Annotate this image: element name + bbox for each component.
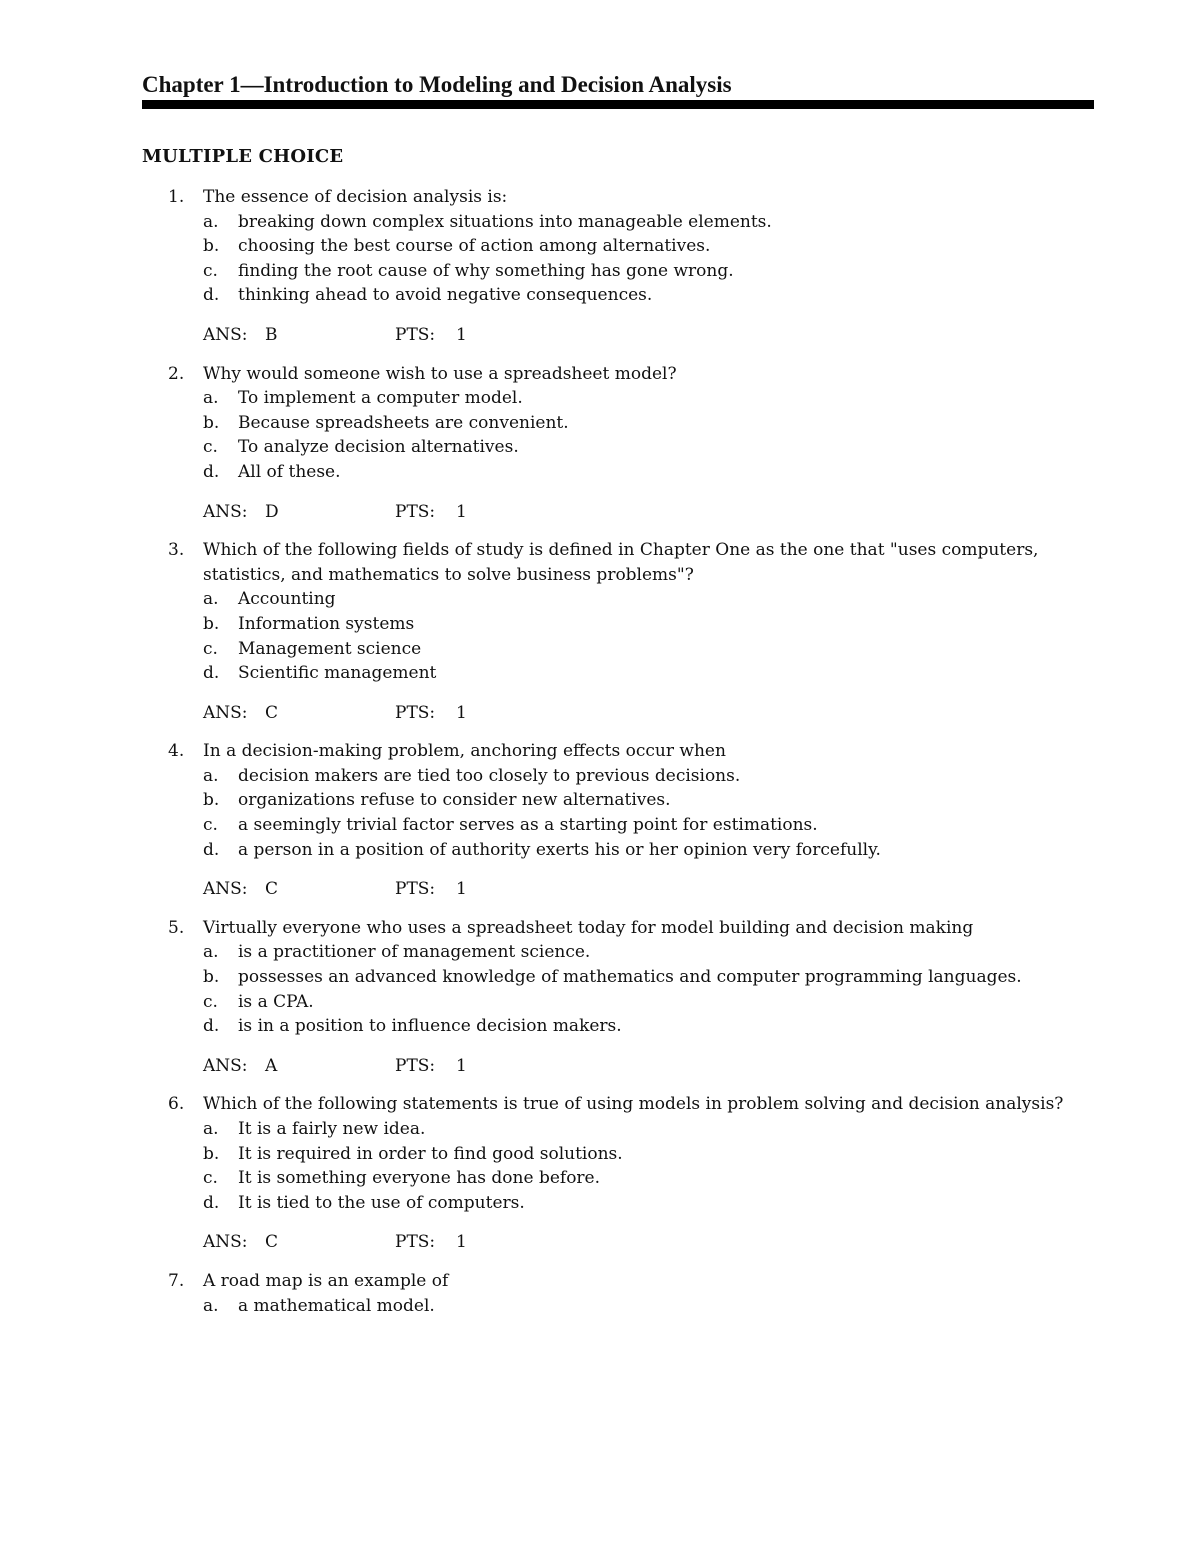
question-list	[142, 185, 1094, 1318]
choice-letter: a.	[203, 211, 219, 232]
points-label: PTS:	[395, 702, 436, 723]
answer-row	[142, 877, 1094, 902]
choice-letter: d.	[203, 839, 220, 860]
choice-text: possesses an advanced knowledge of mathematics and computer programming languages.	[238, 967, 1022, 988]
answer-value: A	[265, 1055, 278, 1076]
question-number: 6.	[168, 1094, 185, 1115]
answer-value: C	[265, 879, 279, 900]
choice-item	[142, 1117, 1094, 1142]
choice-letter: c.	[203, 260, 218, 281]
choice-text: breaking down complex situations into manageable elements.	[238, 211, 772, 232]
choice-list	[142, 940, 1094, 1038]
choice-letter: a.	[203, 1119, 219, 1139]
choice-letter: a.	[203, 765, 219, 786]
choice-letter: b.	[203, 236, 220, 257]
points-value: 1	[456, 702, 467, 723]
choice-item	[142, 386, 1094, 411]
choice-text: thinking ahead to avoid negative consequences.	[238, 285, 653, 306]
choice-item	[142, 1294, 1094, 1319]
points-label: PTS:	[395, 1232, 436, 1253]
choice-text: It is something everyone has done before.	[238, 1168, 601, 1189]
choice-letter: b.	[203, 412, 220, 433]
choice-list	[142, 1117, 1094, 1215]
question-item	[142, 1092, 1094, 1255]
choice-letter: c.	[203, 1168, 218, 1189]
question-item	[142, 185, 1094, 348]
question-text: Which of the following fields of study is defined in Chapter One as the one that "uses computers, statistics, and mathematics to solve business problems"?	[203, 540, 1039, 585]
choice-text: choosing the best course of action among alternatives.	[238, 236, 711, 257]
question-text: Which of the following statements is true of using models in problem solving and decision analysis?	[203, 1094, 1064, 1115]
choice-item	[142, 965, 1094, 990]
choice-text: To implement a computer model.	[238, 388, 523, 409]
answer-value: B	[265, 324, 278, 345]
choice-text: It is required in order to find good solutions.	[238, 1143, 623, 1164]
answer-row	[142, 323, 1094, 348]
choice-text: To analyze decision alternatives.	[238, 437, 519, 458]
choice-list	[142, 1294, 1094, 1319]
question-item	[142, 538, 1094, 725]
choice-letter: b.	[203, 613, 220, 634]
choice-item	[142, 1014, 1094, 1039]
points-value: 1	[456, 501, 467, 522]
choice-letter: d.	[203, 285, 220, 306]
answer-label: ANS:	[203, 501, 248, 522]
choice-item	[142, 411, 1094, 436]
choice-item	[142, 813, 1094, 838]
choice-letter: c.	[203, 815, 218, 836]
choice-text: All of these.	[238, 461, 341, 482]
choice-item	[142, 587, 1094, 612]
choice-item	[142, 612, 1094, 637]
choice-item	[142, 210, 1094, 235]
points-value: 1	[456, 879, 467, 900]
question-number: 3.	[168, 540, 185, 561]
choice-text: Information systems	[238, 613, 415, 634]
question-item	[142, 739, 1094, 902]
choice-text: decision makers are tied too closely to previous decisions.	[238, 765, 741, 786]
choice-item	[142, 1166, 1094, 1191]
answer-label: ANS:	[203, 879, 248, 900]
choice-item	[142, 788, 1094, 813]
choice-item	[142, 637, 1094, 662]
choice-text: a seemingly trivial factor serves as a starting point for estimations.	[238, 815, 818, 836]
choice-letter: a.	[203, 388, 219, 409]
choice-list	[142, 210, 1094, 308]
answer-label: ANS:	[203, 1055, 248, 1076]
choice-item	[142, 838, 1094, 863]
question-number: 7.	[168, 1270, 185, 1291]
choice-item	[142, 764, 1094, 789]
choice-item	[142, 940, 1094, 965]
answer-row	[142, 500, 1094, 525]
choice-item	[142, 435, 1094, 460]
choice-letter: b.	[203, 1143, 220, 1164]
choice-text: is a practitioner of management science.	[238, 942, 591, 963]
choice-list	[142, 764, 1094, 862]
answer-value: C	[265, 702, 279, 723]
question-text: A road map is an example of	[203, 1270, 449, 1291]
choice-text: organizations refuse to consider new alternatives.	[238, 790, 671, 811]
answer-label: ANS:	[203, 324, 248, 345]
section-heading: MULTIPLE CHOICE	[142, 146, 344, 167]
answer-row	[142, 701, 1094, 726]
choice-item	[142, 234, 1094, 259]
choice-list	[142, 587, 1094, 685]
choice-item	[142, 1191, 1094, 1216]
choice-item	[142, 259, 1094, 284]
answer-label: ANS:	[203, 1232, 248, 1253]
answer-row	[142, 1054, 1094, 1079]
points-value: 1	[456, 1232, 467, 1253]
choice-text: a person in a position of authority exerts his or her opinion very forcefully.	[238, 839, 881, 860]
chapter-title: Chapter 1—Introduction to Modeling and Decision Analysis	[142, 72, 732, 97]
question-item	[142, 916, 1094, 1079]
choice-item	[142, 661, 1094, 686]
choice-list	[142, 386, 1094, 484]
question-item	[142, 362, 1094, 525]
choice-text: Accounting	[238, 589, 336, 610]
question-text: Virtually everyone who uses a spreadsheet today for model building and decision making	[203, 917, 974, 938]
answer-value: D	[265, 501, 279, 522]
question-number: 2.	[168, 363, 185, 384]
points-value: 1	[456, 1055, 467, 1076]
choice-text: finding the root cause of why something has gone wrong.	[238, 260, 734, 281]
question-text: Why would someone wish to use a spreadsheet model?	[203, 363, 677, 384]
document-page	[142, 70, 1094, 1332]
choice-item	[142, 283, 1094, 308]
points-label: PTS:	[395, 879, 436, 900]
choice-text: is in a position to influence decision makers.	[238, 1016, 622, 1037]
title-rule-divider	[142, 100, 1094, 109]
choice-letter: c.	[203, 991, 218, 1012]
choice-letter: d.	[203, 1016, 220, 1037]
choice-text: is a CPA.	[238, 991, 314, 1012]
choice-letter: c.	[203, 638, 218, 659]
answer-value: C	[265, 1232, 279, 1253]
points-label: PTS:	[395, 324, 436, 345]
choice-letter: d.	[203, 663, 220, 684]
choice-letter: a.	[203, 1295, 219, 1316]
points-label: PTS:	[395, 1055, 436, 1076]
choice-letter: b.	[203, 790, 220, 811]
question-number: 1.	[168, 187, 185, 207]
choice-text: It is tied to the use of computers.	[238, 1192, 525, 1213]
choice-letter: d.	[203, 1192, 220, 1213]
choice-text: a mathematical model.	[238, 1295, 435, 1316]
choice-item	[142, 460, 1094, 485]
choice-item	[142, 990, 1094, 1015]
choice-letter: a.	[203, 942, 219, 963]
question-item	[142, 1269, 1094, 1318]
points-value: 1	[456, 324, 467, 345]
choice-letter: b.	[203, 967, 220, 988]
choice-text: Management science	[238, 638, 422, 659]
choice-letter: d.	[203, 461, 220, 482]
choice-text: It is a fairly new idea.	[238, 1119, 426, 1139]
choice-letter: a.	[203, 589, 219, 610]
question-number: 5.	[168, 917, 185, 938]
choice-text: Because spreadsheets are convenient.	[238, 412, 569, 433]
points-label: PTS:	[395, 501, 436, 522]
question-text: In a decision-making problem, anchoring effects occur when	[203, 741, 726, 762]
question-number: 4.	[168, 741, 185, 762]
answer-label: ANS:	[203, 702, 248, 723]
choice-letter: c.	[203, 437, 218, 458]
question-text: The essence of decision analysis is:	[203, 187, 508, 207]
answer-row	[142, 1230, 1094, 1255]
choice-text: Scientific management	[238, 663, 437, 684]
choice-item	[142, 1142, 1094, 1167]
